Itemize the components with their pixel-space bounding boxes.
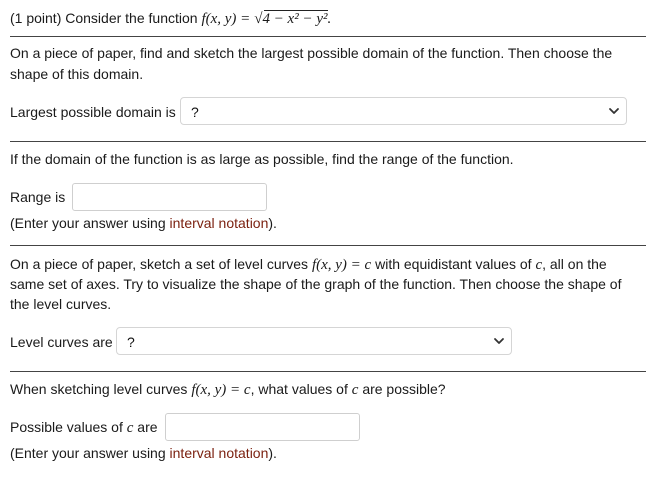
c-intro-c: c: [351, 382, 359, 398]
function-lhs: f(x, y) =: [201, 11, 251, 27]
c-intro-d: are possible?: [362, 381, 446, 397]
level-text-line1: [10, 256, 607, 274]
c-values-input[interactable]: [165, 413, 360, 441]
chevron-down-icon: [493, 335, 505, 347]
c-intro-b: , what values of: [250, 381, 348, 397]
c-intro-a: When sketching level curves: [10, 381, 188, 397]
range-hint: [10, 215, 277, 231]
c-hint-prefix: (Enter your answer using: [10, 445, 170, 461]
problem-header: [10, 10, 331, 28]
divider-3: [10, 245, 646, 246]
interval-notation-link[interactable]: interval notation: [169, 445, 269, 461]
c-values-intro: [10, 381, 446, 399]
c-label-c: c: [126, 420, 134, 436]
domain-select[interactable]: [180, 97, 627, 125]
radicand: 4 − x² − y²: [262, 11, 328, 27]
c-label-b: are: [137, 419, 158, 435]
domain-text-line1: On a piece of paper, find and sketch the largest possible domain of the function. Then choose the: [10, 45, 613, 61]
points-label: (1 point) Consider the function: [10, 10, 198, 26]
c-intro-math: f(x, y) = c: [191, 382, 251, 398]
domain-label: Largest possible domain is: [10, 104, 176, 120]
c-label-a: Possible values of: [10, 419, 123, 435]
range-intro: If the domain of the function is as large as possible, find the range of the function.: [10, 151, 514, 167]
divider-2: [10, 141, 646, 142]
c-hint-suffix: ).: [268, 445, 277, 461]
radical-sign: √: [254, 11, 263, 27]
level-text-b: with equidistant values of: [375, 256, 532, 272]
level-select-value: ?: [127, 334, 135, 350]
divider-1: [10, 36, 646, 37]
end-period: .: [327, 11, 332, 27]
range-hint-prefix: (Enter your answer using: [10, 215, 170, 231]
level-label: Level curves are: [10, 334, 113, 350]
domain-select-value: ?: [191, 104, 199, 120]
level-text-d: , all on the: [542, 256, 607, 272]
chevron-down-icon: [608, 105, 620, 117]
level-text-a: On a piece of paper, sketch a set of level curves: [10, 256, 309, 272]
interval-notation-link[interactable]: interval notation: [169, 215, 269, 231]
c-values-hint: [10, 445, 277, 461]
sqrt-expression: [254, 11, 327, 28]
range-hint-suffix: ).: [268, 215, 277, 231]
level-curves-select[interactable]: [116, 327, 512, 355]
c-values-label: [10, 419, 158, 437]
domain-text-line2: shape of this domain.: [10, 66, 144, 82]
level-text-line3: the level curves.: [10, 296, 112, 312]
range-label: Range is: [10, 189, 66, 205]
divider-4: [10, 371, 646, 372]
level-c: c: [535, 257, 543, 273]
level-math: f(x, y) = c: [311, 257, 372, 273]
range-input[interactable]: [72, 183, 267, 211]
level-text-line2: same set of axes. Try to visualize the shape of the graph of the function. Then choose the shape of: [10, 276, 622, 292]
